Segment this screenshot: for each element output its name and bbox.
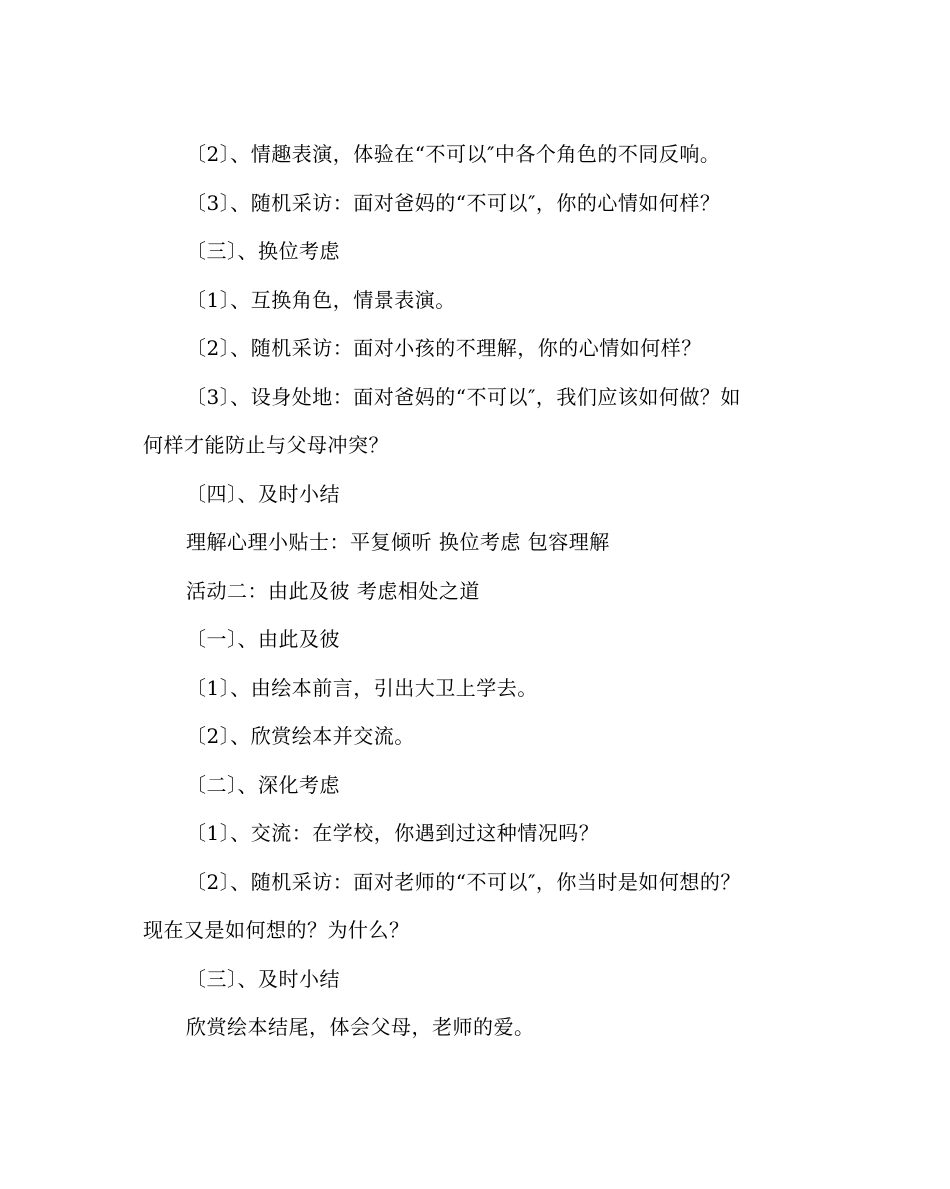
section-heading: 〔一〕、由此及彼: [186, 627, 340, 651]
paragraph-line: 〔3〕、随机采访：面对爸妈的“不可以″，你的心情如何样？: [186, 190, 721, 215]
section-heading: 〔二〕、深化考虑: [186, 772, 340, 797]
paragraph-continuation: 何样才能防止与父母冲突？: [143, 433, 389, 457]
paragraph-line: 〔2〕、欣赏绘本并交流。: [186, 724, 415, 748]
paragraph-line: 〔2〕、随机采访：面对老师的“不可以″，你当时是如何想的？: [186, 869, 741, 894]
paragraph-line: 欣赏绘本结尾，体会父母，老师的爱。: [186, 1015, 535, 1039]
paragraph-line: 理解心理小贴士：平复倾听 换位考虑 包容理解: [186, 530, 610, 554]
document-body: [143, 130, 808, 1052]
section-heading: 〔三〕、换位考虑: [186, 239, 340, 263]
paragraph-line: 〔2〕、情趣表演，体验在“不可以″中各个角色的不同反响。: [186, 142, 721, 166]
activity-heading: 活动二：由此及彼 考虑相处之道: [186, 578, 480, 603]
section-heading: 〔三〕、及时小结: [186, 966, 340, 991]
paragraph-line: 〔2〕、随机采访：面对小孩的不理解，你的心情如何样？: [186, 336, 702, 360]
paragraph-continuation: 现在又是如何想的？为什么？: [143, 918, 410, 942]
paragraph-line: 〔1〕、交流：在学校，你遇到过这种情况吗？: [186, 821, 600, 845]
paragraph-line: 〔1〕、互换角色，情景表演。: [186, 287, 456, 312]
section-heading: 〔四〕、及时小结: [186, 481, 340, 506]
paragraph-line: 〔1〕、由绘本前言，引出大卫上学去。: [186, 675, 538, 700]
paragraph-line: 〔3〕、设身处地：面对爸妈的“不可以″，我们应该如何做？如: [186, 384, 741, 409]
